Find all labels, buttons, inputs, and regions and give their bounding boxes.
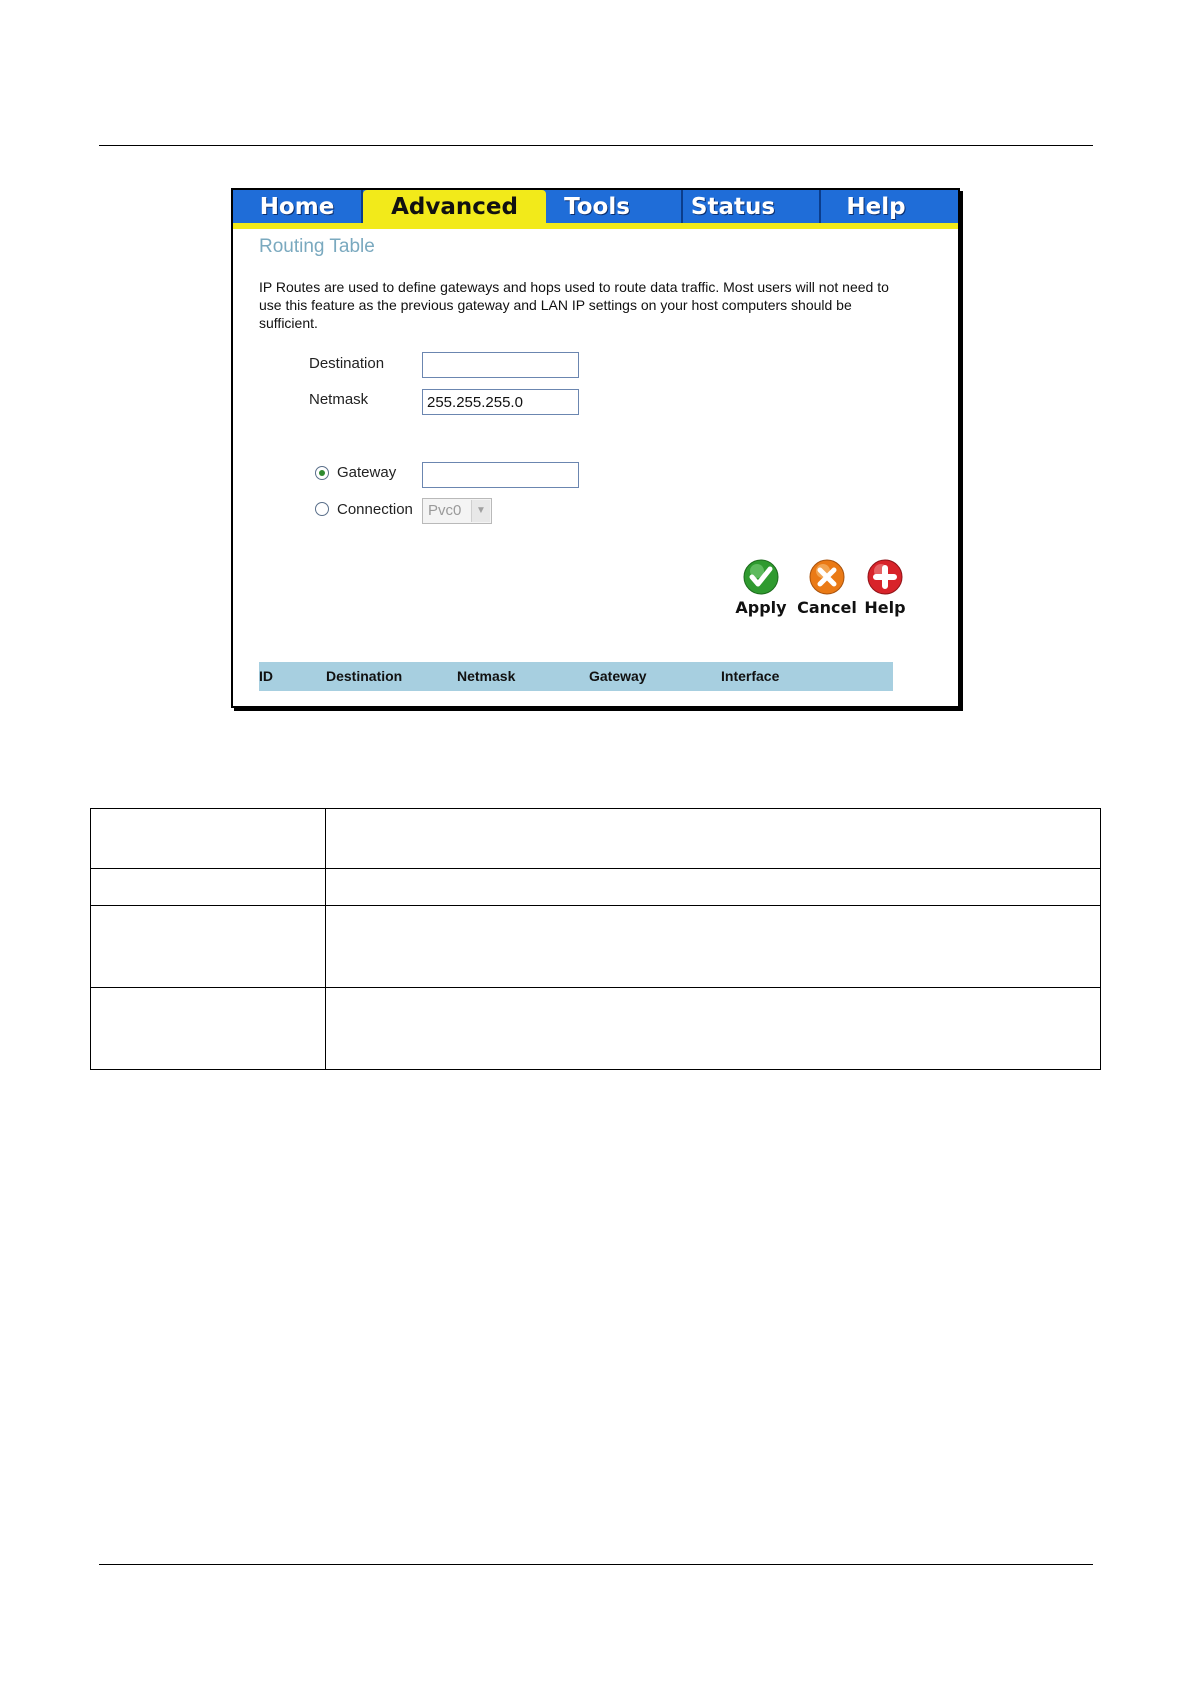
column-header-id: ID [259, 668, 273, 684]
table-row [91, 906, 1101, 988]
checkmark-icon [742, 558, 780, 596]
table-cell [326, 809, 1101, 869]
connection-label: Connection [337, 501, 413, 518]
netmask-label: Netmask [309, 391, 369, 408]
header-rule [99, 145, 1093, 146]
apply-button[interactable] [731, 558, 791, 617]
table-row [91, 809, 1101, 869]
netmask-input[interactable] [422, 389, 579, 415]
tab-help[interactable]: Help [846, 194, 906, 220]
gateway-input[interactable] [422, 462, 579, 488]
apply-label: Apply [735, 598, 787, 617]
column-header-destination: Destination [326, 668, 403, 684]
parameter-description-table [90, 808, 1101, 1070]
table-cell [326, 906, 1101, 988]
connection-select-value: Pvc0 [428, 502, 462, 519]
table-cell [91, 906, 326, 988]
cancel-label: Cancel [797, 598, 857, 617]
chevron-down-icon: ▼ [471, 500, 490, 522]
table-row [91, 988, 1101, 1070]
table-cell [91, 988, 326, 1070]
page-title: Routing Table [259, 236, 375, 257]
help-button[interactable] [855, 558, 915, 617]
column-header-interface: Interface [721, 668, 780, 684]
destination-label: Destination [309, 355, 385, 372]
tab-underline [233, 223, 958, 229]
route-table-header [259, 662, 893, 691]
table-cell [326, 869, 1101, 906]
table-cell [326, 988, 1101, 1070]
tab-advanced[interactable]: Advanced [363, 190, 546, 225]
connection-radio[interactable] [315, 502, 329, 516]
column-header-netmask: Netmask [457, 668, 516, 684]
footer-rule [99, 1564, 1093, 1565]
cancel-button[interactable] [797, 558, 857, 617]
intro-text: IP Routes are used to define gateways and hops used to route data traffic. Most users will not need to use this feature as the previous gateway and LAN IP settings on your host computers should be sufficient. [259, 279, 889, 331]
gateway-label: Gateway [337, 464, 397, 481]
help-label: Help [864, 598, 906, 617]
tab-tools[interactable]: Tools [564, 194, 630, 220]
plus-icon [866, 558, 904, 596]
column-header-gateway: Gateway [589, 668, 647, 684]
table-row [91, 869, 1101, 906]
router-screenshot [231, 188, 960, 708]
connection-select[interactable] [422, 498, 492, 524]
tab-home[interactable]: Home [259, 194, 335, 220]
destination-input[interactable] [422, 352, 579, 378]
tab-bar [233, 190, 958, 225]
table-cell [91, 869, 326, 906]
table-cell [91, 809, 326, 869]
tab-status[interactable]: Status [690, 194, 776, 220]
gateway-radio[interactable] [315, 466, 329, 480]
cancel-x-icon [808, 558, 846, 596]
